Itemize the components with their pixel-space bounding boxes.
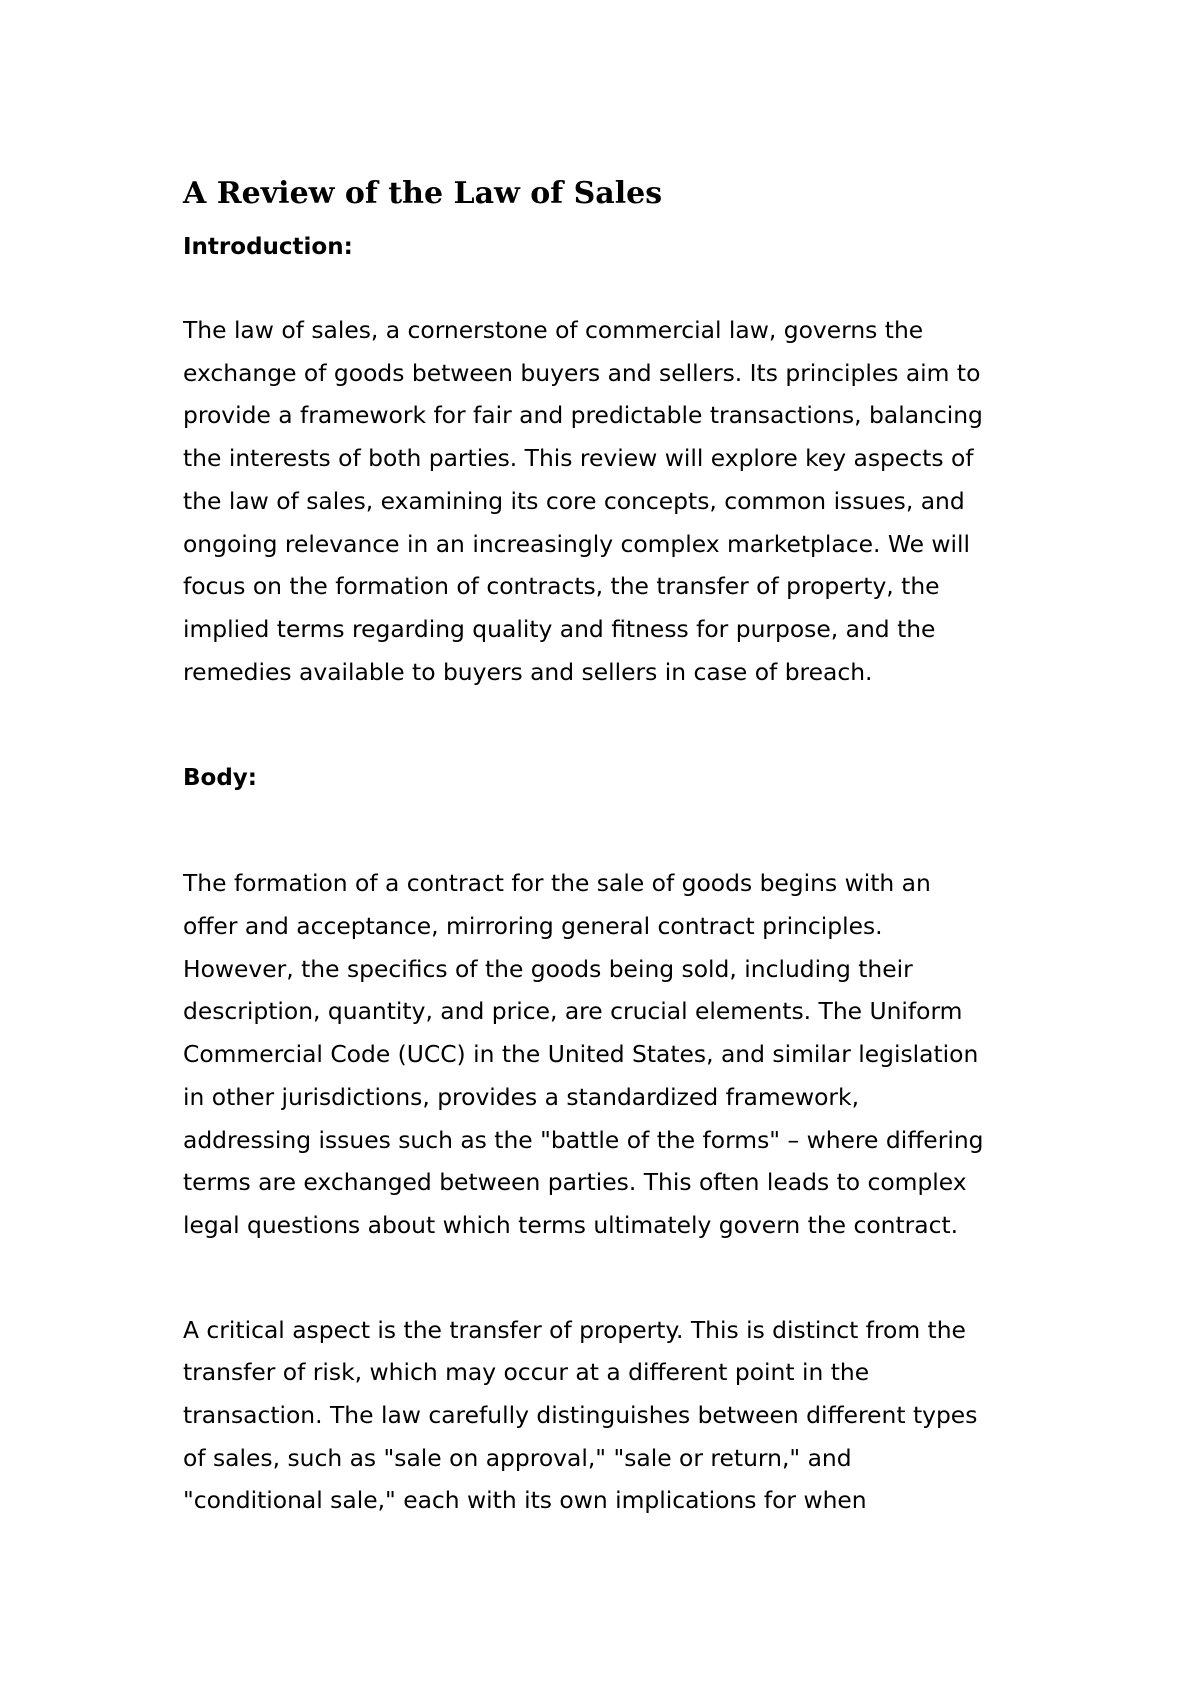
- body-paragraph-2: A critical aspect is the transfer of property. This is distinct from the transfer of risk, which may occur at a different point in the transaction. The law carefully distinguishes between different types of sales, such as "sale on approval," "sale or return," and "conditional sale," each with its own implications for when: [183, 1315, 978, 1515]
- document-title: A Review of the Law of Sales: [183, 176, 663, 211]
- body-paragraph-1: The formation of a contract for the sale of goods begins with an offer and acceptance, mirroring general contract principles. However, the specifics of the goods being sold, including their description, quantity, and price, are crucial elements. The Uniform Commercial Code (UCC) in the United States, and similar legislation in other jurisdictions, provides a standardized framework, addressing issues such as the "battle of the forms" – where differing terms are exchanged between parties. This often leads to complex legal questions about which terms ultimately govern the contract.: [183, 869, 984, 1239]
- introduction-paragraph: The law of sales, a cornerstone of commercial law, governs the exchange of goods between buyers and sellers. Its principles aim to provide a framework for fair and predictable transactions, balancing the interests of both parties. This review will explore key aspects of the law of sales, examining its core concepts, common issues, and ongoing relevance in an increasingly complex marketplace. We will focus on the formation of contracts, the transfer of property, the implied terms regarding quality and fitness for purpose, and the remedies available to buyers and sellers in case of breach.: [183, 316, 983, 686]
- document-content: [183, 171, 1043, 1522]
- body-heading: Body:: [183, 765, 257, 792]
- introduction-heading: Introduction:: [183, 234, 353, 260]
